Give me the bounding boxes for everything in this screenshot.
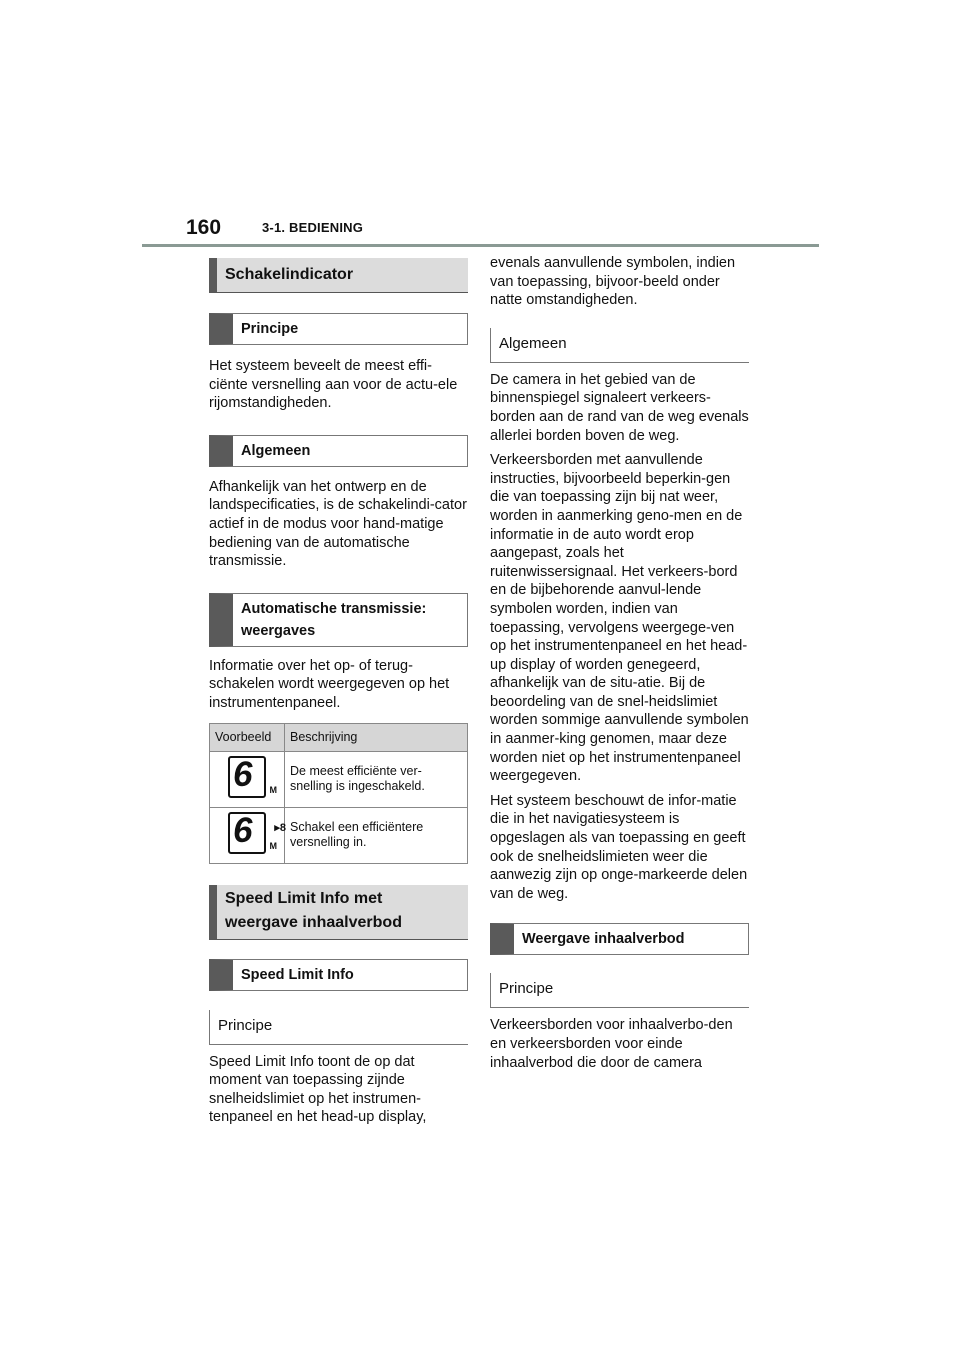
heading-speed-line1: Speed Limit Info met [225,889,383,907]
text-inhaalverbod: Verkeersborden voor inhaalverbo-den en verkeersborden voor einde inhaalverbod die door de camera [490,1017,733,1071]
page-number: 160 [186,216,222,239]
table-row [210,807,468,863]
gear-6-to-8-icon: 6 ▸8 M [228,812,266,854]
text-algemeen: Afhankelijk van het ontwerp en de landspecificaties, is de schakelindi-cator actief in de modus voor hand-matige bediening van de automatische transmissie. [209,478,467,570]
heading-algemeen: Algemeen [209,435,468,467]
text-sli: Speed Limit Info toont de op dat moment van toepassing zijnde snelheidslimiet op het instrumen-tenpaneel en het head-up display, [209,1053,427,1126]
heading-principe: Principe [209,313,468,345]
right-column [490,254,749,1072]
heading-schakelindicator: Schakelindicator [209,258,468,293]
col-beschrijving: Beschrijving [285,723,468,751]
gear-6-m-icon: 6 M [228,756,266,798]
heading-sli: Speed Limit Info [209,959,468,991]
text-principe: Het systeem beveelt de meest effi-ciënte versnelling aan voor de actu-ele rijomstandigheden. [209,358,458,412]
table-header-row [210,723,468,751]
heading-principe-right: Principe [490,973,749,1008]
gear-display-cell [210,807,285,863]
gear-table [209,723,468,864]
gear-display-cell [210,751,285,807]
heading-weergave-inhaalverbod: Weergave inhaalverbod [490,923,749,955]
heading-auto-line1: Automatische transmissie: [241,600,427,617]
heading-auto-line2: weergaves [241,622,316,639]
left-column [209,258,468,1127]
text-camera: De camera in het gebied van de binnenspiegel signaleert verkeers-borden aan de rand van de weg evenals allerlei borden boven de weg. [490,371,749,444]
row-description: De meest efficiënte ver-snelling is ingeschakeld. [285,751,468,807]
text-continued: evenals aanvullende symbolen, indien van toepassing, bijvoor-beeld onder natte omstandigheden. [490,255,736,309]
heading-automatische-transmissie [209,593,468,647]
section-title: 3-1. BEDIENING [262,220,364,235]
col-voorbeeld: Voorbeeld [210,723,285,751]
heading-principe-2: Principe [209,1010,468,1045]
heading-speed-limit-info [209,885,468,940]
header-rule [142,244,819,247]
text-verkeersborden: Verkeersborden met aanvullende instructies, bijvoorbeeld beperkin-gen die van toepassing zijn bij nat weer, worden in aanmerking geno-men en de informatie in de auto wordt erop aangepast, zoals het ruitenwissersignaal. Het verkeers-bord en de bijbehorende aanvul-lende symbolen worden, indien van toepassing, vervolgens weergege-ven op het instrumentenpaneel en het head-up display of worden genegeerd, afhankelijk van de situ-atie. Bij de beoordeling van de snel-heidslimiet worden sommige aanvullende symbolen in aanmer-king genomen, maar deze worden niet op het instrumentenpaneel weergegeven. [490,452,749,785]
row-description: Schakel een efficiëntere versnelling in. [285,807,468,863]
text-navigatie: Het systeem beschouwt de infor-matie die in het navigatiesysteem is opgeslagen als van toepassing en geeft ook de snelheidslimieten weer die aanwezig zijn op onge-markeerde delen van de weg. [490,792,748,902]
text-auto: Informatie over het op- of terug-schakelen wordt weergegeven op het instrumentenpaneel. [209,657,450,711]
table-row [210,751,468,807]
heading-algemeen-right: Algemeen [490,328,749,363]
heading-speed-line2: weergave inhaalverbod [225,913,402,931]
